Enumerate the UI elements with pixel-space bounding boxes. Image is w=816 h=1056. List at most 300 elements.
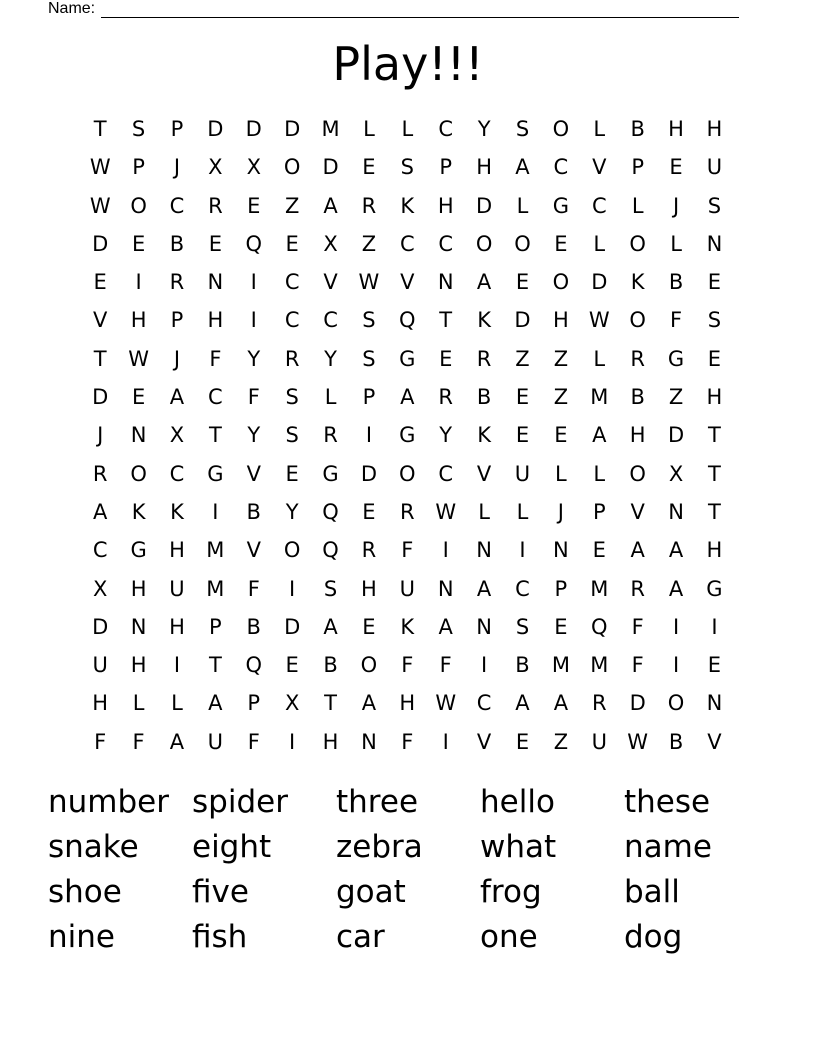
grid-letter: D — [667, 423, 685, 448]
grid-letter: E — [285, 461, 299, 486]
grid-letter: Q — [591, 614, 608, 639]
grid-letter: B — [323, 653, 338, 678]
grid-letter: R — [361, 538, 377, 563]
grid-letter: K — [400, 193, 415, 218]
grid-letter: P — [554, 576, 568, 601]
grid-letter: E — [707, 346, 722, 371]
grid-letter: F — [401, 729, 414, 754]
grid-letter: I — [173, 653, 181, 678]
grid-letter: O — [667, 691, 685, 716]
grid-letter: S — [285, 423, 299, 448]
grid-letter: Z — [553, 346, 569, 371]
grid-letter: M — [590, 653, 609, 678]
word-list-item: number — [48, 784, 169, 820]
grid-letter: D — [245, 117, 262, 141]
grid-letter: A — [515, 691, 530, 716]
grid-letter: O — [360, 653, 378, 678]
grid-letter: C — [515, 576, 530, 601]
grid-letter: H — [629, 423, 646, 448]
grid-letter: K — [477, 308, 491, 333]
grid-letter: N — [706, 691, 723, 716]
grid-letter: K — [131, 499, 146, 524]
grid-letter: E — [515, 270, 530, 295]
grid-letter: P — [132, 155, 145, 180]
grid-letter: S — [400, 155, 414, 180]
grid-letter: U — [514, 461, 531, 486]
grid-letter: A — [476, 270, 492, 295]
grid-letter: M — [590, 576, 609, 601]
grid-letter: A — [515, 155, 530, 180]
grid-letter: H — [399, 691, 416, 716]
grid-letter: L — [593, 461, 606, 486]
letter-grid — [81, 110, 734, 761]
grid-letter: F — [132, 729, 145, 754]
grid-letter: H — [322, 729, 339, 754]
grid-letter: E — [362, 499, 376, 524]
grid-letter: N — [437, 270, 454, 295]
grid-letter: W — [435, 499, 457, 524]
grid-letter: L — [478, 499, 490, 524]
grid-letter: A — [169, 385, 185, 410]
grid-letter: Z — [515, 346, 530, 371]
grid-letter: T — [208, 423, 222, 448]
grid-letter: M — [206, 538, 225, 563]
grid-letter: T — [708, 423, 721, 448]
grid-letter: Z — [361, 231, 377, 256]
grid-letter: N — [553, 538, 569, 563]
grid-letter: I — [250, 270, 257, 295]
grid-letter: N — [668, 499, 684, 524]
grid-letter: Q — [245, 653, 263, 678]
grid-letter: P — [439, 155, 453, 180]
grid-letter: T — [208, 653, 222, 678]
grid-letter: H — [207, 308, 224, 333]
grid-letter: O — [130, 461, 147, 486]
grid-letter: U — [399, 576, 415, 601]
grid-letter: F — [439, 653, 452, 678]
grid-letter: R — [630, 576, 645, 601]
grid-letter: U — [706, 155, 723, 180]
grid-letter: I — [672, 614, 680, 639]
grid-letter: E — [208, 231, 222, 256]
grid-letter: B — [476, 385, 492, 410]
grid-letter: R — [361, 193, 377, 218]
grid-letter: O — [475, 231, 493, 256]
grid-letter: E — [362, 614, 376, 639]
grid-letter: S — [362, 308, 376, 333]
grid-letter: A — [93, 499, 108, 524]
grid-letter: C — [323, 308, 338, 333]
word-list-item: zebra — [336, 829, 423, 865]
grid-letter: C — [438, 231, 454, 256]
grid-letter: P — [170, 308, 184, 333]
grid-letter: C — [169, 193, 185, 218]
grid-letter: B — [246, 499, 261, 524]
grid-letter: Y — [285, 499, 299, 524]
name-label: Name: — [48, 0, 96, 17]
grid-letter: Z — [553, 385, 569, 410]
grid-letter: L — [670, 231, 682, 256]
grid-letter: L — [516, 193, 529, 218]
grid-letter: H — [130, 308, 147, 333]
grid-letter: X — [668, 461, 684, 486]
grid-letter: L — [401, 117, 414, 141]
grid-letter: P — [631, 155, 644, 180]
grid-letter: R — [208, 193, 223, 218]
grid-letter: I — [481, 653, 488, 678]
grid-letter: K — [477, 423, 491, 448]
grid-letter: O — [629, 308, 646, 333]
grid-letter: J — [97, 423, 104, 448]
grid-letter: I — [212, 499, 219, 524]
grid-letter: X — [169, 423, 185, 448]
grid-letter: H — [169, 614, 185, 639]
grid-letter: E — [554, 614, 568, 639]
grid-letter: H — [668, 117, 684, 141]
grid-letter: A — [668, 538, 684, 563]
grid-letter: J — [557, 499, 564, 524]
word-list-item: what — [480, 829, 557, 865]
grid-letter: I — [289, 576, 296, 601]
grid-letter: X — [93, 576, 108, 601]
grid-letter: N — [361, 729, 377, 754]
grid-letter: C — [438, 461, 454, 486]
grid-letter: O — [399, 461, 416, 486]
grid-letter: L — [516, 499, 529, 524]
name-underline[interactable] — [101, 2, 739, 18]
grid-letter: W — [358, 270, 380, 295]
grid-letter: D — [284, 614, 301, 639]
grid-letter: F — [631, 614, 644, 639]
grid-letter: N — [706, 231, 723, 256]
grid-letter: I — [442, 729, 449, 754]
grid-letter: R — [169, 270, 185, 295]
grid-letter: C — [284, 308, 300, 333]
grid-letter: P — [209, 614, 222, 639]
grid-letter: H — [706, 538, 723, 563]
word-list-item: spider — [192, 784, 288, 820]
grid-letter: T — [93, 346, 107, 371]
grid-letter: B — [668, 270, 684, 295]
grid-letter: L — [171, 691, 183, 716]
word-list-item: snake — [48, 829, 139, 865]
grid-letter: X — [323, 231, 338, 256]
grid-letter: M — [321, 117, 340, 141]
grid-letter: N — [476, 538, 492, 563]
grid-letter: K — [170, 499, 184, 524]
grid-letter: A — [361, 691, 377, 716]
grid-letter: R — [438, 385, 453, 410]
grid-letter: D — [360, 461, 378, 486]
grid-letter: A — [169, 729, 185, 754]
grid-letter: F — [94, 729, 107, 754]
grid-letter: V — [246, 538, 261, 563]
grid-letter: E — [131, 231, 146, 256]
grid-letter: K — [630, 270, 645, 295]
grid-letter: D — [476, 193, 493, 218]
grid-letter: S — [362, 346, 376, 371]
grid-letter: H — [130, 653, 147, 678]
grid-letter: E — [515, 729, 530, 754]
grid-letter: T — [708, 499, 721, 524]
grid-letter: M — [590, 385, 609, 410]
grid-letter: W — [588, 308, 610, 333]
grid-letter: P — [362, 385, 376, 410]
grid-letter: O — [552, 270, 570, 295]
grid-letter: C — [399, 231, 415, 256]
grid-letter: C — [438, 117, 454, 141]
grid-letter: T — [439, 308, 453, 333]
grid-letter: I — [135, 270, 142, 295]
grid-letter: E — [131, 385, 146, 410]
grid-letter: I — [365, 423, 373, 448]
grid-letter: Q — [399, 308, 416, 333]
grid-letter: X — [246, 155, 261, 180]
grid-letter: N — [130, 614, 147, 639]
grid-letter: D — [92, 385, 109, 410]
grid-letter: D — [514, 308, 531, 333]
grid-letter: D — [92, 231, 109, 256]
grid-letter: E — [515, 385, 530, 410]
grid-letter: E — [707, 270, 722, 295]
word-list-item: shoe — [48, 874, 122, 910]
grid-letter: E — [707, 653, 722, 678]
grid-letter: J — [672, 193, 680, 218]
grid-letter: E — [592, 538, 606, 563]
grid-letter: Y — [439, 423, 453, 448]
grid-letter: C — [553, 155, 569, 180]
word-list-item: five — [192, 874, 249, 910]
word-list-item: these — [624, 784, 711, 820]
grid-letter: N — [476, 614, 492, 639]
word-list-item: eight — [192, 829, 272, 865]
grid-letter: J — [173, 155, 181, 180]
grid-letter: H — [169, 538, 185, 563]
grid-letter: Q — [322, 499, 339, 524]
grid-letter: S — [285, 385, 299, 410]
word-list-item: nine — [48, 919, 115, 955]
grid-letter: N — [130, 423, 147, 448]
grid-letter: W — [128, 346, 149, 371]
word-list-item: hello — [480, 784, 555, 820]
grid-letter: E — [285, 653, 299, 678]
grid-letter: B — [169, 231, 185, 256]
grid-letter: W — [627, 729, 649, 754]
grid-letter: F — [401, 653, 414, 678]
grid-letter: S — [323, 576, 338, 601]
grid-letter: R — [323, 423, 338, 448]
grid-letter: O — [552, 117, 570, 141]
grid-letter: I — [519, 538, 526, 563]
grid-letter: V — [630, 499, 645, 524]
grid-letter: A — [400, 385, 415, 410]
grid-letter: T — [324, 691, 337, 716]
grid-letter: U — [591, 729, 607, 754]
word-list — [48, 780, 768, 960]
grid-letter: O — [629, 231, 646, 256]
grid-letter: E — [439, 346, 453, 371]
grid-letter: A — [323, 614, 338, 639]
grid-letter: X — [284, 691, 300, 716]
grid-letter: I — [442, 538, 449, 563]
grid-letter: C — [476, 691, 492, 716]
grid-letter: I — [250, 308, 257, 333]
grid-letter: A — [592, 423, 607, 448]
grid-letter: W — [89, 193, 111, 218]
grid-letter: V — [707, 729, 722, 754]
grid-letter: Y — [477, 117, 491, 141]
word-list-item: ball — [624, 874, 680, 910]
grid-letter: C — [284, 270, 300, 295]
grid-letter: D — [322, 155, 339, 180]
grid-letter: T — [93, 117, 107, 141]
grid-letter: W — [435, 691, 457, 716]
grid-letter: J — [173, 346, 181, 371]
grid-letter: H — [706, 117, 723, 141]
grid-letter: Y — [324, 346, 337, 371]
grid-letter: B — [630, 385, 645, 410]
grid-letter: R — [591, 691, 607, 716]
grid-letter: R — [400, 499, 415, 524]
grid-letter: D — [591, 270, 608, 295]
grid-letter: A — [630, 538, 645, 563]
grid-letter: Q — [245, 231, 263, 256]
grid-letter: M — [206, 576, 225, 601]
word-list-item: fish — [192, 919, 248, 955]
grid-letter: B — [668, 729, 684, 754]
word-list-item: goat — [336, 874, 406, 910]
grid-letter: G — [667, 346, 685, 371]
grid-letter: H — [92, 691, 109, 716]
grid-letter: E — [554, 423, 568, 448]
grid-letter: V — [476, 729, 492, 754]
grid-letter: Z — [553, 729, 569, 754]
grid-letter: C — [169, 461, 185, 486]
grid-letter: F — [401, 538, 414, 563]
grid-letter: A — [476, 576, 492, 601]
grid-letter: E — [669, 155, 683, 180]
grid-letter: G — [399, 346, 416, 371]
grid-letter: X — [208, 155, 223, 180]
grid-letter: Y — [247, 423, 261, 448]
grid-letter: F — [247, 385, 260, 410]
grid-letter: B — [246, 614, 261, 639]
grid-letter: O — [283, 538, 301, 563]
grid-letter: G — [399, 423, 416, 448]
grid-letter: H — [130, 576, 147, 601]
grid-letter: L — [132, 691, 145, 716]
grid-letter: Z — [668, 385, 684, 410]
grid-letter: P — [247, 691, 261, 716]
grid-letter: Q — [322, 538, 339, 563]
grid-letter: S — [515, 117, 530, 141]
grid-letter: R — [284, 346, 300, 371]
grid-letter: R — [630, 346, 645, 371]
grid-letter: F — [670, 308, 683, 333]
grid-letter: O — [283, 155, 301, 180]
grid-letter: A — [323, 193, 338, 218]
grid-letter: U — [207, 729, 224, 754]
grid-letter: O — [514, 231, 531, 256]
grid-letter: B — [630, 117, 645, 141]
grid-letter: G — [706, 576, 723, 601]
grid-letter: E — [515, 423, 530, 448]
grid-letter: C — [208, 385, 223, 410]
grid-letter: F — [247, 576, 260, 601]
grid-letter: V — [592, 155, 607, 180]
grid-letter: C — [92, 538, 108, 563]
grid-letter: H — [552, 308, 569, 333]
page-title: Play!!! — [332, 37, 484, 91]
grid-letter: L — [324, 385, 337, 410]
grid-letter: V — [476, 461, 492, 486]
word-list-item: frog — [480, 874, 542, 910]
grid-letter: D — [629, 691, 646, 716]
grid-letter: A — [438, 614, 453, 639]
grid-letter: N — [437, 576, 454, 601]
grid-letter: L — [593, 231, 606, 256]
grid-letter: L — [631, 193, 644, 218]
grid-letter: L — [555, 461, 567, 486]
grid-letter: V — [246, 461, 261, 486]
grid-letter: Z — [284, 193, 300, 218]
grid-letter: S — [707, 193, 722, 218]
grid-letter: L — [593, 117, 606, 141]
grid-letter: V — [400, 270, 415, 295]
grid-letter: T — [708, 461, 721, 486]
grid-letter: D — [284, 117, 301, 141]
grid-letter: H — [476, 155, 492, 180]
grid-letter: I — [672, 653, 680, 678]
name-field — [48, 0, 739, 18]
word-list-item: dog — [624, 919, 683, 955]
grid-letter: G — [130, 538, 147, 563]
grid-letter: A — [668, 576, 684, 601]
grid-letter: E — [93, 270, 107, 295]
grid-letter: N — [207, 270, 224, 295]
grid-letter: S — [707, 308, 722, 333]
grid-letter: G — [207, 461, 224, 486]
grid-letter: G — [322, 461, 339, 486]
grid-letter: V — [93, 308, 108, 333]
word-list-item: one — [480, 919, 538, 955]
grid-letter: F — [209, 346, 222, 371]
grid-letter: P — [170, 117, 184, 141]
grid-letter: A — [553, 691, 569, 716]
grid-letter: E — [554, 231, 568, 256]
grid-letter: D — [207, 117, 224, 141]
grid-letter: Y — [247, 346, 261, 371]
grid-letter: R — [92, 461, 108, 486]
grid-letter: W — [89, 155, 111, 180]
grid-letter: R — [476, 346, 492, 371]
word-list-item: three — [336, 784, 419, 820]
grid-letter: C — [591, 193, 607, 218]
grid-letter: B — [515, 653, 530, 678]
word-list-item: car — [336, 919, 385, 955]
grid-letter: E — [362, 155, 376, 180]
grid-letter: O — [629, 461, 646, 486]
grid-letter: H — [437, 193, 454, 218]
grid-letter: S — [131, 117, 146, 141]
grid-letter: U — [92, 653, 108, 678]
grid-letter: M — [551, 653, 570, 678]
grid-letter: D — [92, 614, 109, 639]
grid-letter: U — [169, 576, 185, 601]
grid-letter: E — [285, 231, 299, 256]
grid-letter: K — [400, 614, 415, 639]
grid-letter: P — [592, 499, 606, 524]
